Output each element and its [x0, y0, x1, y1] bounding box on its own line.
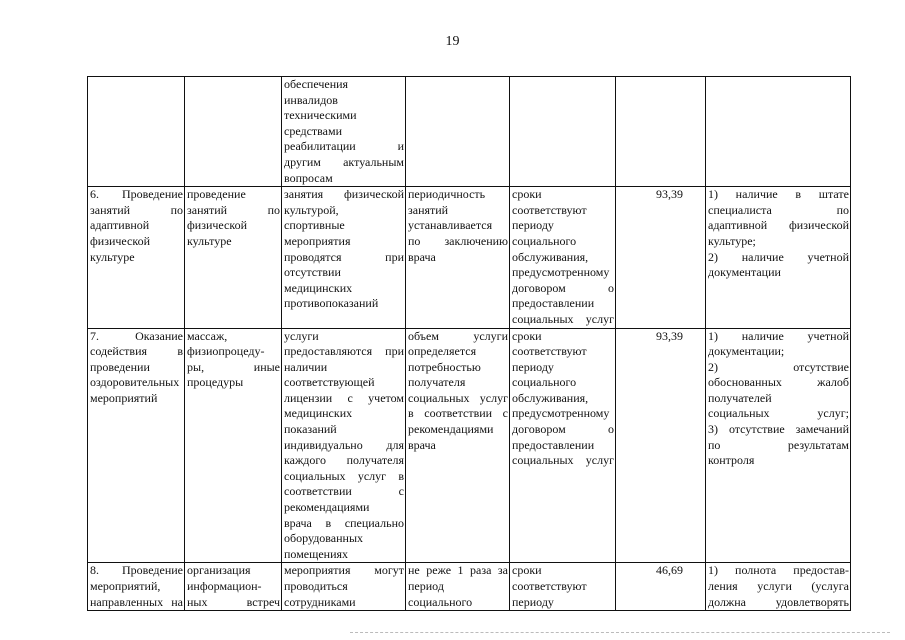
cell-line: культуре; — [708, 233, 756, 248]
cell-line: занятия физической — [284, 187, 404, 202]
cell-line: периоду — [512, 218, 554, 233]
cell-line: занятий — [408, 202, 449, 217]
cell-line: 6. Проведение — [90, 187, 183, 202]
table-row — [88, 563, 851, 611]
service-quality-cell — [706, 328, 851, 563]
cell-line: социальных услуг в — [284, 468, 404, 483]
cell-line: рекомендациями — [408, 422, 494, 437]
service-content-cell — [185, 563, 282, 611]
cell-line: обслуживания, — [512, 390, 589, 405]
cell-line: социального — [512, 375, 577, 390]
cell-line: договором о — [512, 280, 614, 295]
cell-line: адаптивной — [90, 218, 150, 233]
service-name-cell — [88, 328, 185, 563]
cell-line: социальных услуг — [512, 311, 614, 326]
cell-line: социального — [408, 594, 473, 609]
cell-line: социальных услуг; — [708, 406, 849, 421]
cell-line: средствами — [284, 123, 343, 138]
cell-line: занятий по — [187, 202, 280, 217]
cell-line: предусмотренному — [512, 406, 610, 421]
cell-line: культуре — [90, 249, 135, 264]
services-table — [87, 76, 851, 611]
cell-line: получателя — [408, 375, 466, 390]
cell-line: процедуры — [187, 375, 244, 390]
cell-line: ры, иные — [187, 359, 280, 374]
service-cost-cell — [616, 187, 706, 328]
service-description-cell — [282, 328, 406, 563]
cell-line: по результатам — [708, 437, 849, 452]
cell-line: мероприятия — [284, 233, 351, 248]
cell-line: периоду — [512, 359, 554, 374]
cell-line: противопоказаний — [284, 296, 379, 311]
cell-line: не реже 1 раза за — [408, 563, 508, 578]
cell-line: контроля — [708, 453, 755, 468]
cell-line: медицинских — [284, 280, 353, 295]
cell-line: занятий по — [90, 202, 183, 217]
cell-line: ных встреч — [187, 594, 280, 609]
service-name-cell — [88, 563, 185, 611]
cell-line: медицинских — [284, 406, 353, 421]
service-volume-cell — [406, 77, 510, 187]
service-content-cell — [185, 328, 282, 563]
cell-line: 3) отсутствие замечаний — [708, 422, 849, 437]
cell-line: обслуживания, — [512, 249, 589, 264]
cell-line: лицензии с учетом — [284, 390, 404, 405]
cell-line: мероприятий — [90, 390, 158, 405]
cell-line: массаж, — [187, 328, 228, 343]
service-cost-cell — [616, 328, 706, 563]
cell-line: предоставлении — [512, 296, 595, 311]
cell-line: сроки — [512, 187, 542, 202]
cell-line: 1) наличие в штате — [708, 187, 849, 202]
service-volume-cell — [406, 563, 510, 611]
cell-line: 93,39 — [656, 187, 683, 202]
cell-line: специалиста по — [708, 202, 849, 217]
cell-line: документации — [708, 265, 781, 280]
cell-line: социальных услуг — [512, 453, 614, 468]
cell-line: наличии — [284, 359, 328, 374]
cell-line: вопросам — [284, 170, 333, 185]
cell-line: 7. Оказание — [90, 328, 183, 343]
service-terms-cell — [510, 563, 616, 611]
cell-line: 2) наличие учетной — [708, 249, 849, 264]
cell-line: соответствии с — [284, 484, 404, 499]
service-terms-cell — [510, 328, 616, 563]
cell-line: другим актуальным — [284, 154, 404, 169]
cell-line: предусмотренному — [512, 265, 610, 280]
service-content-cell — [185, 77, 282, 187]
cell-line: обеспечения — [284, 77, 349, 91]
cell-line: сроки — [512, 563, 542, 578]
cell-line: проводятся при — [284, 249, 404, 264]
footer-scan-artifact — [350, 632, 890, 635]
cell-line: врача в специально — [284, 515, 404, 530]
cell-line: 1) полнота предостав- — [708, 563, 849, 578]
cell-line: врача — [408, 437, 436, 452]
service-volume-cell — [406, 328, 510, 563]
cell-line: отсутствии — [284, 265, 341, 280]
table-row — [88, 77, 851, 187]
cell-line: адаптивной физической — [708, 218, 849, 233]
cell-line: врача — [408, 249, 436, 264]
cell-line: услуги — [284, 328, 319, 343]
cell-line: проведение — [187, 187, 246, 202]
cell-line: документации; — [708, 344, 785, 359]
cell-line: показаний — [284, 422, 337, 437]
cell-line: спортивные — [284, 218, 345, 233]
service-quality-cell — [706, 563, 851, 611]
service-description-cell — [282, 77, 406, 187]
cell-line: культурой, — [284, 202, 339, 217]
service-terms-cell — [510, 77, 616, 187]
cell-line: предоставлении — [512, 437, 595, 452]
cell-line: оздоровительных — [90, 375, 180, 390]
cell-line: оборудованных — [284, 531, 364, 546]
service-description-cell — [282, 563, 406, 611]
page-number: 19 — [445, 34, 460, 49]
cell-line: физической — [187, 218, 247, 233]
cell-line: обоснованных жалоб — [708, 375, 849, 390]
cell-line: соответствуют — [512, 344, 587, 359]
cell-line: период — [408, 579, 444, 593]
cell-line: инвалидов — [284, 92, 338, 107]
cell-line: физиопроцеду- — [187, 344, 265, 359]
service-description-cell — [282, 187, 406, 328]
cell-line: 46,69 — [656, 563, 683, 578]
cell-line: направленных на — [90, 594, 183, 609]
cell-line: физической — [90, 233, 150, 248]
cell-line: в соответствии с — [408, 406, 508, 421]
cell-line: договором о — [512, 422, 614, 437]
cell-line: соответствующей — [284, 375, 375, 390]
cell-line: 1) наличие учетной — [708, 328, 849, 343]
cell-line: 8. Проведение — [90, 563, 183, 578]
service-quality-cell — [706, 77, 851, 187]
cell-line: индивидуально для — [284, 437, 404, 452]
cell-line: сроки — [512, 328, 542, 343]
cell-line: информацион- — [187, 579, 262, 593]
cell-line: 2) отсутствие — [708, 359, 849, 374]
cell-line: периоду — [512, 594, 554, 609]
cell-line: периодичность — [408, 187, 486, 202]
cell-line: социального — [512, 233, 577, 248]
cell-line: по заключению — [408, 233, 508, 248]
service-content-cell — [185, 187, 282, 328]
cell-line: соответствуют — [512, 202, 587, 217]
cell-line: культуре — [187, 233, 232, 248]
service-volume-cell — [406, 187, 510, 328]
cell-line: предоставляются при — [284, 344, 404, 359]
cell-line: каждого получателя — [284, 453, 404, 468]
cell-line: помещениях — [284, 546, 349, 561]
cell-line: организация — [187, 563, 251, 578]
service-name-cell — [88, 77, 185, 187]
service-terms-cell — [510, 187, 616, 328]
table-row — [88, 187, 851, 328]
cell-line: социальных услуг — [408, 390, 508, 405]
service-cost-cell — [616, 563, 706, 611]
cell-line: техническими — [284, 108, 357, 123]
cell-line: объем услуги — [408, 328, 508, 343]
service-cost-cell — [616, 77, 706, 187]
cell-line: мероприятия могут — [284, 563, 404, 578]
cell-line: устанавливается — [408, 218, 493, 233]
cell-line: реабилитации и — [284, 139, 404, 154]
cell-line: потребностью — [408, 359, 481, 374]
service-quality-cell — [706, 187, 851, 328]
table-row — [88, 328, 851, 563]
cell-line: соответствуют — [512, 579, 587, 593]
cell-line: определяется — [408, 344, 477, 359]
cell-line: 93,39 — [656, 328, 683, 343]
cell-line: мероприятий, — [90, 579, 161, 593]
cell-line: ления услуги (услуга — [708, 579, 849, 593]
service-name-cell — [88, 187, 185, 328]
cell-line: содействия в — [90, 344, 183, 359]
cell-line: проводиться — [284, 579, 348, 593]
cell-line: сотрудниками — [284, 594, 356, 609]
cell-line: проведении — [90, 359, 150, 374]
cell-line: рекомендациями — [284, 500, 370, 515]
cell-line: должна удовлетворять — [708, 594, 849, 609]
cell-line: получателей — [708, 390, 772, 405]
